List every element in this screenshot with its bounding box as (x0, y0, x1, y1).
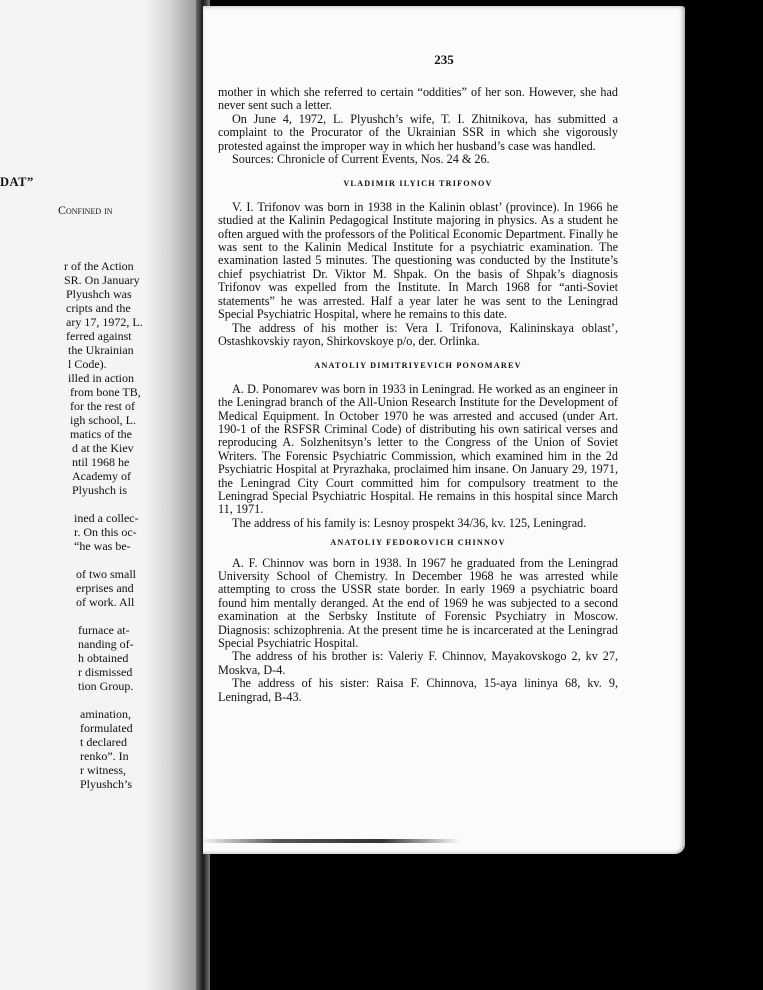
main-page (203, 6, 685, 854)
left-page-line: Academy of (72, 469, 131, 483)
left-page-heading: DAT” (0, 175, 34, 189)
intro-paragraph: On June 4, 1972, L. Plyushch’s wife, T. I. Zhitnikova, has submitted a complaint to the Procurator of the Ukrainian SSR in which she vigorously protested against the improper way in which her husband’s case was handled. (218, 111, 618, 153)
left-page-line: ary 17, 1972, L. (66, 315, 143, 329)
left-page-line: of work. All (76, 595, 135, 609)
left-page-line: t declared (80, 735, 127, 749)
section-paragraph: V. I. Trifonov was born in 1938 in the Kalinin oblast’ (province). In 1966 he studied at the Kalinin Pedagogical Institute majoring in physics. As a student he often argued with the professors of the Political Economic Department. Finally he was sent to the Kalinin Medical Institute for a psychiatric examination. The examination lasted 5 minutes. The questioning was conducted by the Institute’s chief psychiatrist Dr. Viktor M. Shpak. On the basis of Shpak’s diagnosis Trifonov was expelled from the Institute. In March 1968 for “anti-Soviet statements” he was arrested. Half a year later he was sent to the Leningrad Special Psychiatric Hospital, where he remains to this date. (218, 199, 618, 322)
left-page-line: for the rest of (70, 399, 135, 413)
left-page-line: nanding of- (78, 637, 134, 651)
left-page-line: Plyushch’s (80, 777, 133, 791)
left-page-line: tion Group. (78, 679, 134, 693)
section-paragraph: The address of his mother is: Vera I. Trifonova, Kalininskaya oblast’, Ostashkovskiy rayon, Shirkovskoye p/o, der. Orlinka. (218, 320, 618, 348)
section-heading-ponomarev: ANATOLIY DIMITRIYEVICH PONOMAREV (314, 361, 522, 371)
left-facing-page (0, 0, 205, 990)
left-page-line: h obtained (78, 651, 129, 665)
left-page-line: erprises and (76, 581, 134, 595)
left-page-subheading: Confined in (58, 203, 113, 217)
left-page-line: “he was be- (74, 539, 131, 553)
section-paragraph: A. D. Ponomarev was born in 1933 in Leningrad. He worked as an engineer in the Leningrad branch of the All-Union Research Institute for the Development of Medical Equipment. In October 1970 he was arrested and accused (under Art. 190-1 of the RSFSR Criminal Code) of distributing his own satirical verses and reproducing A. Solzhenitsyn’s letter to the Congress of the Union of Soviet Writers. The Forensic Psychiatric Commission, which examined him in the 2d Psychiatric Hospital at Pryrazhaka, proclaimed him insane. On January 29, 1971, the Leningrad City Court committed him for compulsory treatment to the Leningrad Special Psychiatric Hospital. He remains in this hospital since March 11, 1971. (218, 381, 618, 517)
left-page-line: from bone TB, (70, 385, 141, 399)
left-page-line: ntil 1968 he (72, 455, 130, 469)
section-paragraph: The address of his family is: Lesnoy prospekt 34/36, kv. 125, Leningrad. (232, 515, 587, 530)
left-page-line: illed in action (68, 371, 134, 385)
left-page-line: r dismissed (78, 665, 133, 679)
section-heading-chinnov: ANATOLIY FEDOROVICH CHINNOV (330, 538, 506, 548)
left-page-line: formulated (80, 721, 133, 735)
left-page-line: d at the Kiev (72, 441, 134, 455)
left-page-line: Plyushch was (66, 287, 132, 301)
page-body (218, 86, 618, 704)
left-page-line: r witness, (80, 763, 126, 777)
left-page-line: r. On this oc- (74, 525, 137, 539)
left-page-line: ined a collec- (74, 511, 139, 525)
section-heading-trifonov: VLADIMIR ILYICH TRIFONOV (343, 179, 493, 189)
page-bottom-edge (200, 839, 460, 843)
left-page-line: Plyushch is (72, 483, 128, 497)
left-page-line: matics of the (70, 427, 132, 441)
left-page-line: furnace at- (78, 623, 130, 637)
left-page-line: SR. On January (64, 273, 140, 287)
left-page-line: cripts and the (66, 301, 131, 315)
left-page-line: of two small (76, 567, 136, 581)
intro-paragraph: mother in which she referred to certain “oddities” of her son. However, she had never sent such a letter. (218, 85, 618, 113)
left-page-line: ferred against (66, 329, 132, 343)
page-number: 235 (434, 52, 454, 67)
left-page-line: igh school, L. (70, 413, 136, 427)
left-page-line: the Ukrainian (68, 343, 134, 357)
section-paragraph: The address of his sister: Raisa F. Chinnova, 15-aya lininya 68, kv. 9, Leningrad, B-43. (218, 676, 618, 704)
intro-paragraph: Sources: Chronicle of Current Events, Nos. 24 & 26. (232, 152, 490, 167)
left-page-line: l Code). (68, 357, 107, 371)
left-page-line: r of the Action (64, 259, 134, 273)
section-paragraph: A. F. Chinnov was born in 1938. In 1967 he graduated from the Leningrad University School of Chemistry. In December 1968 he was arrested while attempting to cross the USSR state border. In early 1969 a psychiatric board found him mentally deranged. At the end of 1969 he was subjected to a second examination at the Serbsky Institute of Forensic Psychiatry in Moscow. Diagnosis: schizophrenia. At the present time he is incarcerated at the Leningrad Special Psychiatric Hospital. (218, 555, 618, 651)
section-paragraph: The address of his brother is: Valeriy F. Chinnov, Mayakovskogo 2, kv 27, Moskva, D-4. (218, 649, 618, 677)
left-page-line: amination, (80, 707, 131, 721)
left-page-line: renko”. In (80, 749, 129, 763)
